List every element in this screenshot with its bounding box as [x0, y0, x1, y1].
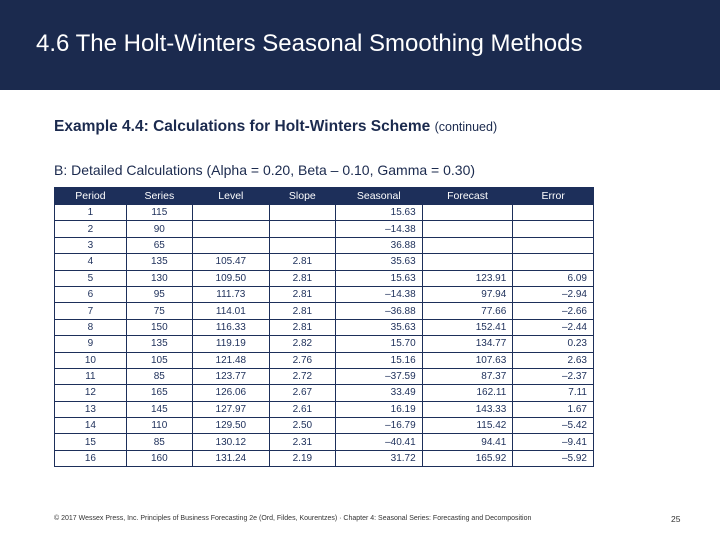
cell-forecast: 87.37: [423, 369, 513, 384]
example-subtitle: [54, 118, 497, 136]
cell-level: [193, 238, 269, 253]
cell-period: 1: [55, 205, 126, 220]
cell-forecast: [423, 254, 513, 269]
cell-error: 6.09: [513, 271, 593, 286]
cell-slope: [270, 221, 335, 236]
page-number: 25: [671, 514, 681, 524]
cell-slope: [270, 238, 335, 253]
table-row: [55, 205, 593, 220]
cell-level: 114.01: [193, 303, 269, 318]
cell-seasonal: –16.79: [336, 418, 422, 433]
cell-error: 0.23: [513, 336, 593, 351]
cell-error: –5.42: [513, 418, 593, 433]
cell-period: 10: [55, 353, 126, 368]
cell-error: 2.63: [513, 353, 593, 368]
table-row: [55, 434, 593, 449]
cell-error: –2.37: [513, 369, 593, 384]
header-level: Level: [193, 188, 269, 204]
cell-slope: 2.81: [270, 287, 335, 302]
cell-slope: 2.81: [270, 303, 335, 318]
header-forecast: Forecast: [423, 188, 513, 204]
subtitle-suffix: (continued): [434, 120, 498, 134]
cell-seasonal: –37.59: [336, 369, 422, 384]
cell-seasonal: –40.41: [336, 434, 422, 449]
cell-slope: 2.61: [270, 402, 335, 417]
table-row: [55, 336, 593, 351]
table-row: [55, 418, 593, 433]
cell-period: 16: [55, 451, 126, 466]
cell-series: 90: [127, 221, 192, 236]
cell-level: [193, 205, 269, 220]
table-row: [55, 287, 593, 302]
cell-slope: 2.50: [270, 418, 335, 433]
cell-forecast: 123.91: [423, 271, 513, 286]
cell-series: 135: [127, 336, 192, 351]
cell-error: –5.92: [513, 451, 593, 466]
cell-period: 5: [55, 271, 126, 286]
cell-forecast: 115.42: [423, 418, 513, 433]
cell-series: 65: [127, 238, 192, 253]
cell-series: 130: [127, 271, 192, 286]
calculations-table-container: [54, 187, 594, 467]
slide-title: 4.6 The Holt-Winters Seasonal Smoothing Methods: [36, 30, 583, 57]
cell-slope: [270, 205, 335, 220]
cell-forecast: [423, 221, 513, 236]
cell-level: [193, 221, 269, 236]
cell-error: [513, 254, 593, 269]
cell-forecast: 143.33: [423, 402, 513, 417]
cell-error: –2.44: [513, 320, 593, 335]
cell-error: 1.67: [513, 402, 593, 417]
cell-series: 160: [127, 451, 192, 466]
cell-level: 131.24: [193, 451, 269, 466]
cell-seasonal: –14.38: [336, 221, 422, 236]
header-seasonal: Seasonal: [336, 188, 422, 204]
cell-period: 4: [55, 254, 126, 269]
cell-seasonal: 15.16: [336, 353, 422, 368]
table-row: [55, 451, 593, 466]
cell-period: 13: [55, 402, 126, 417]
cell-forecast: 152.41: [423, 320, 513, 335]
cell-level: 130.12: [193, 434, 269, 449]
cell-period: 15: [55, 434, 126, 449]
cell-period: 2: [55, 221, 126, 236]
cell-level: 121.48: [193, 353, 269, 368]
cell-seasonal: 15.63: [336, 205, 422, 220]
title-banner: [0, 0, 720, 90]
cell-series: 115: [127, 205, 192, 220]
cell-level: 126.06: [193, 385, 269, 400]
cell-level: 109.50: [193, 271, 269, 286]
cell-seasonal: 16.19: [336, 402, 422, 417]
cell-series: 145: [127, 402, 192, 417]
cell-level: 111.73: [193, 287, 269, 302]
cell-seasonal: 33.49: [336, 385, 422, 400]
cell-slope: 2.72: [270, 369, 335, 384]
cell-seasonal: 35.63: [336, 320, 422, 335]
cell-forecast: 107.63: [423, 353, 513, 368]
cell-series: 75: [127, 303, 192, 318]
table-row: [55, 221, 593, 236]
cell-series: 85: [127, 434, 192, 449]
cell-series: 85: [127, 369, 192, 384]
cell-seasonal: 15.63: [336, 271, 422, 286]
header-slope: Slope: [270, 188, 335, 204]
cell-level: 116.33: [193, 320, 269, 335]
cell-error: [513, 221, 593, 236]
cell-slope: 2.82: [270, 336, 335, 351]
cell-seasonal: –36.88: [336, 303, 422, 318]
cell-forecast: 134.77: [423, 336, 513, 351]
table-row: [55, 303, 593, 318]
cell-level: 105.47: [193, 254, 269, 269]
cell-slope: 2.31: [270, 434, 335, 449]
table-row: [55, 402, 593, 417]
cell-series: 110: [127, 418, 192, 433]
cell-forecast: 77.66: [423, 303, 513, 318]
cell-error: –2.94: [513, 287, 593, 302]
cell-forecast: 162.11: [423, 385, 513, 400]
cell-slope: 2.67: [270, 385, 335, 400]
header-error: Error: [513, 188, 593, 204]
table-row: [55, 369, 593, 384]
cell-forecast: 97.94: [423, 287, 513, 302]
cell-seasonal: –14.38: [336, 287, 422, 302]
cell-period: 14: [55, 418, 126, 433]
cell-error: –2.66: [513, 303, 593, 318]
table-row: [55, 320, 593, 335]
cell-error: 7.11: [513, 385, 593, 400]
cell-period: 7: [55, 303, 126, 318]
cell-period: 3: [55, 238, 126, 253]
cell-forecast: 94.41: [423, 434, 513, 449]
cell-slope: 2.81: [270, 271, 335, 286]
cell-level: 127.97: [193, 402, 269, 417]
table-row: [55, 238, 593, 253]
cell-forecast: [423, 238, 513, 253]
cell-seasonal: 35.63: [336, 254, 422, 269]
cell-seasonal: 31.72: [336, 451, 422, 466]
cell-level: 123.77: [193, 369, 269, 384]
header-series: Series: [127, 188, 192, 204]
cell-forecast: [423, 205, 513, 220]
cell-series: 105: [127, 353, 192, 368]
table-row: [55, 385, 593, 400]
cell-error: –9.41: [513, 434, 593, 449]
cell-slope: 2.81: [270, 254, 335, 269]
cell-period: 11: [55, 369, 126, 384]
table-caption: B: Detailed Calculations (Alpha = 0.20, Beta – 0.10, Gamma = 0.30): [54, 162, 476, 178]
calculations-table: [54, 187, 594, 467]
table-row: [55, 271, 593, 286]
cell-slope: 2.19: [270, 451, 335, 466]
slide-footer: © 2017 Wessex Press, Inc. Principles of Business Forecasting 2e (Ord, Fildes, Kourentzes) · Chapter 4: Seasonal Series: Forecasting and Decomposition: [54, 515, 532, 522]
cell-error: [513, 205, 593, 220]
cell-period: 12: [55, 385, 126, 400]
cell-series: 135: [127, 254, 192, 269]
subtitle-text: Example 4.4: Calculations for Holt-Winters Scheme: [54, 118, 431, 135]
cell-slope: 2.76: [270, 353, 335, 368]
table-row: [55, 254, 593, 269]
cell-series: 95: [127, 287, 192, 302]
cell-seasonal: 15.70: [336, 336, 422, 351]
cell-period: 8: [55, 320, 126, 335]
cell-period: 6: [55, 287, 126, 302]
cell-seasonal: 36.88: [336, 238, 422, 253]
header-period: Period: [55, 188, 126, 204]
cell-forecast: 165.92: [423, 451, 513, 466]
cell-period: 9: [55, 336, 126, 351]
cell-series: 150: [127, 320, 192, 335]
cell-series: 165: [127, 385, 192, 400]
table-row: [55, 353, 593, 368]
cell-error: [513, 238, 593, 253]
table-header-row: [55, 188, 593, 204]
cell-slope: 2.81: [270, 320, 335, 335]
cell-level: 119.19: [193, 336, 269, 351]
cell-level: 129.50: [193, 418, 269, 433]
